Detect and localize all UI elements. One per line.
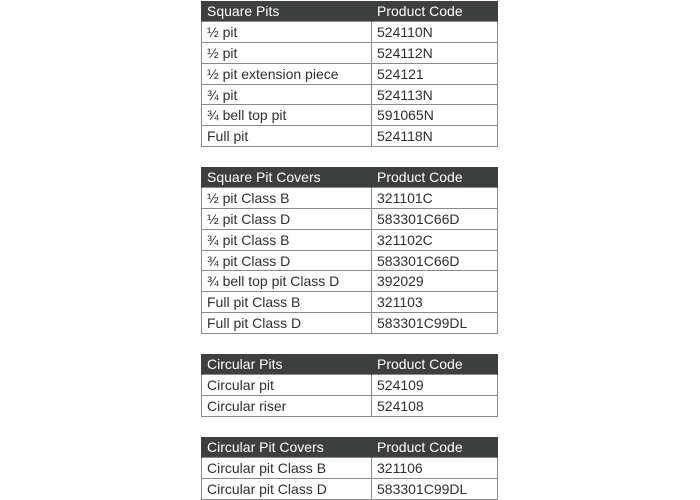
product-code: 524110N: [372, 22, 498, 43]
table-row: [202, 84, 498, 105]
item-name: ½ pit Class B: [202, 188, 372, 209]
product-code: 583301C66D: [372, 209, 498, 230]
table-row: [202, 396, 498, 417]
column-header-category: Circular Pits: [202, 354, 372, 375]
column-header-category: Square Pit Covers: [202, 167, 372, 188]
table-row: [202, 313, 498, 334]
product-code: 583301C99DL: [372, 479, 498, 500]
product-code: 583301C99DL: [372, 313, 498, 334]
column-header-category: Circular Pit Covers: [202, 437, 372, 458]
product-code: 524108: [372, 396, 498, 417]
table-row: [202, 126, 498, 147]
table-row: [202, 250, 498, 271]
product-code: 524118N: [372, 126, 498, 147]
item-name: ¾ pit Class D: [202, 250, 372, 271]
item-name: ¾ bell top pit Class D: [202, 271, 372, 292]
table-header-row: [202, 354, 498, 375]
item-name: Circular pit Class B: [202, 458, 372, 479]
item-name: ½ pit: [202, 43, 372, 64]
item-name: ½ pit: [202, 22, 372, 43]
product-code: 321103: [372, 292, 498, 313]
item-name: Circular pit Class D: [202, 479, 372, 500]
table-row: [202, 479, 498, 500]
column-header-product-code: Product Code: [372, 354, 498, 375]
column-header-product-code: Product Code: [372, 437, 498, 458]
item-name: Full pit: [202, 126, 372, 147]
circular-pits-table: [201, 354, 498, 417]
table-row: [202, 292, 498, 313]
table-row: [202, 105, 498, 126]
item-name: ¾ pit: [202, 84, 372, 105]
product-code: 321106: [372, 458, 498, 479]
column-header-product-code: Product Code: [372, 167, 498, 188]
table-row: [202, 188, 498, 209]
table-row: [202, 209, 498, 230]
item-name: Circular pit: [202, 375, 372, 396]
table-row: [202, 22, 498, 43]
item-name: ¾ pit Class B: [202, 229, 372, 250]
product-code: 524109: [372, 375, 498, 396]
table-row: [202, 229, 498, 250]
item-name: ¾ bell top pit: [202, 105, 372, 126]
item-name: Full pit Class B: [202, 292, 372, 313]
table-row: [202, 458, 498, 479]
column-header-category: Square Pits: [202, 1, 372, 22]
circular-pit-covers-table: [201, 437, 498, 500]
square-pits-table: [201, 1, 498, 147]
table-row: [202, 375, 498, 396]
table-row: [202, 43, 498, 64]
item-name: Full pit Class D: [202, 313, 372, 334]
product-code: 524112N: [372, 43, 498, 64]
table-row: [202, 271, 498, 292]
table-header-row: [202, 1, 498, 22]
item-name: ½ pit Class D: [202, 209, 372, 230]
item-name: Circular riser: [202, 396, 372, 417]
product-code: 524121: [372, 63, 498, 84]
product-code: 321101C: [372, 188, 498, 209]
product-code: 321102C: [372, 229, 498, 250]
table-row: [202, 63, 498, 84]
square-pit-covers-table: [201, 167, 498, 334]
product-code: 392029: [372, 271, 498, 292]
column-header-product-code: Product Code: [372, 1, 498, 22]
product-code: 583301C66D: [372, 250, 498, 271]
table-header-row: [202, 167, 498, 188]
product-code: 524113N: [372, 84, 498, 105]
table-header-row: [202, 437, 498, 458]
product-code: 591065N: [372, 105, 498, 126]
item-name: ½ pit extension piece: [202, 63, 372, 84]
